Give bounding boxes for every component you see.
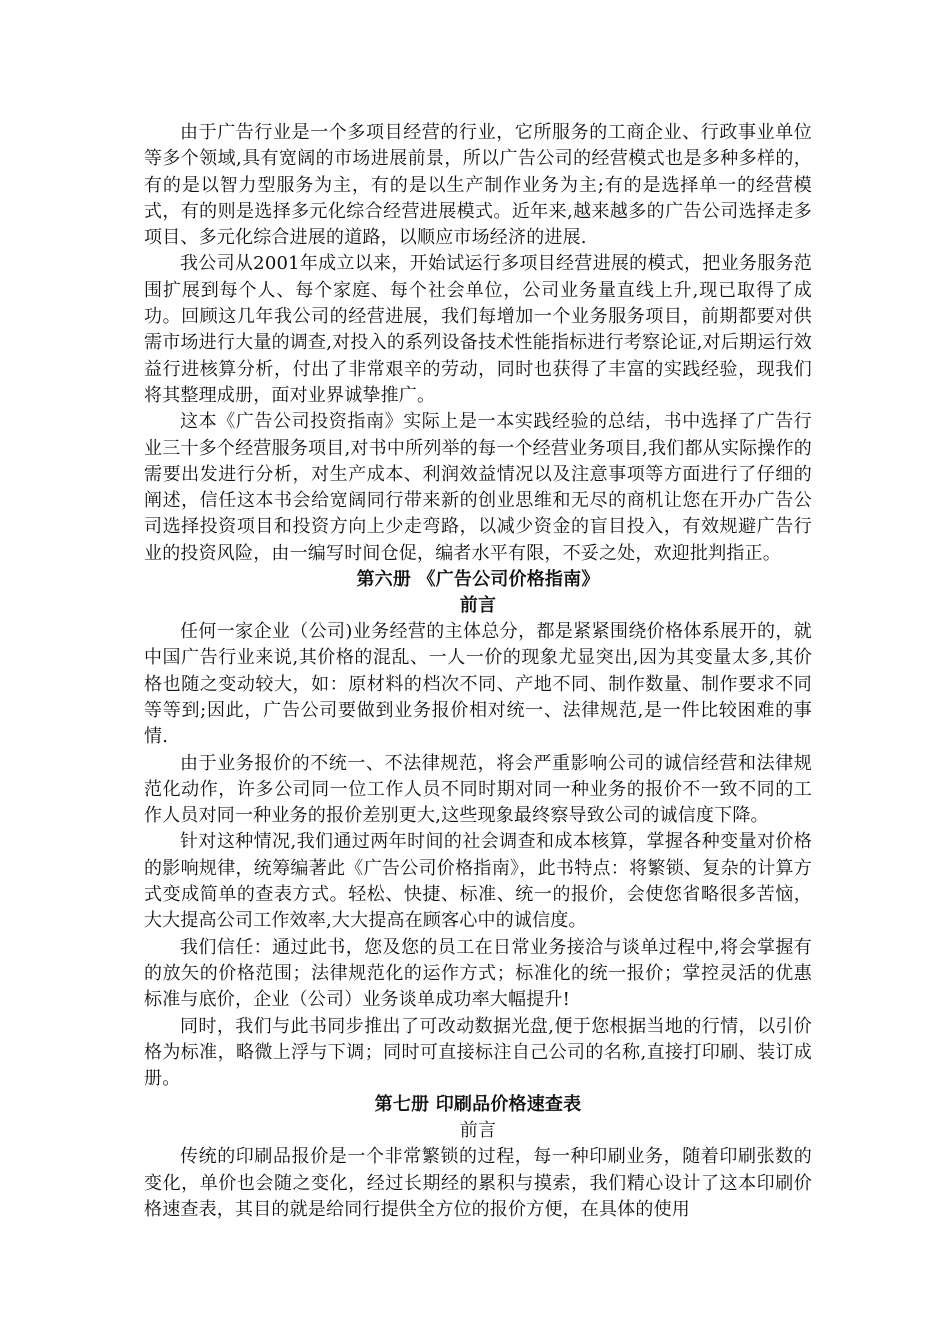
document-page (144, 120, 812, 1223)
paragraph: 同时，我们与此书同步推出了可改动数据光盘,便于您根据当地的行情，以引价格为标准，略微上浮与下调；同时可直接标注自己公司的名称,直接打印刷、装订成册。 (144, 1015, 812, 1090)
paragraph: 我们信任：通过此书，您及您的员工在日常业务接洽与谈单过程中,将会掌握有的放矢的价格范围；法律规范化的运作方式；标准化的统一报价；掌控灵活的优惠标准与底价，企业（公司）业务谈单成功率大幅提升! (144, 936, 812, 1011)
paragraph: 我公司从2001年成立以来，开始试运行多项目经营进展的模式，把业务服务范围扩展到每个人、每个家庭、每个社会单位，公司业务量直线上升,现已取得了成功。回顾这几年我公司的经营进展，我们每增加一个业务服务项目，前期都要对供需市场进行大量的调查,对投入的系列设备技术性能指标进行考察论证,对后期运行效益行进核算分析，付出了非常艰辛的劳动，同时也获得了丰富的实践经验，现我们将其整理成册，面对业界诚挚推广。 (144, 253, 812, 406)
paragraph: 这本《广告公司投资指南》实际上是一本实践经验的总结，书中选择了广告行业三十多个经营服务项目,对书中所列举的每一个经营业务项目,我们都从实际操作的需要出发进行分析，对生产成本、利润效益情况以及注意事项等方面进行了仔细的阐述，信任这本书会给宽阔同行带来新的创业思维和无尽的商机让您在开办广告公司选择投资项目和投资方向上少走弯路，以减少资金的盲目投入，有效规避广告行业的投资风险，由一编写时间仓促，编者水平有限，不妥之处，欢迎批判指正。 (144, 411, 812, 564)
section-subtitle: 前言 (459, 1120, 497, 1142)
paragraph: 针对这种情况,我们通过两年时间的社会调查和成本核算，掌握各种变量对价格的影响规律，统筹编著此《广告公司价格指南》，此书特点：将繁锁、复杂的计算方式变成简单的查表方式。轻松、快捷、标准、统一的报价，会使您省略很多苦恼，大大提高公司工作效率,大大提高在顾客心中的诚信度。 (144, 831, 812, 932)
section-subtitle: 前言 (459, 595, 497, 617)
section-intro (144, 120, 812, 567)
paragraph: 由于业务报价的不统一、不法律规范，将会严重影响公司的诚信经营和法律规范化动作，许多公司同一位工作人员不同时期对同一种业务的报价不一致不同的工作人员对同一种业务的报价差别更大,这些现象最终察导致公司的诚信度下降。 (144, 752, 812, 827)
section-title: 第七册 印刷品价格速查表 (374, 1094, 582, 1116)
paragraph: 由于广告行业是一个多项目经营的行业，它所服务的工商企业、行政事业单位等多个领域,具有宽阔的市场进展前景，所以广告公司的经营模式也是多种多样的，有的是以智力型服务为主，有的是以生产制作业务为主;有的是选择单一的经营模式，有的则是选择多元化综合经营进展模式。近年来,越来越多的广告公司选择走多项目、多元化综合进展的道路，以顺应市场经济的进展. (144, 122, 812, 249)
paragraph: 任何一家企业（公司)业务经营的主体总分，都是紧紧围绕价格体系展开的，就中国广告行业来说,其价格的混乱、一人一价的现象尤显突出,因为其变量太多,其价格也随之变动较大，如：原材料的档次不同、产地不同、制作数量、制作要求不同等等到;因此，广告公司要做到业务报价相对统一、法律规范,是一件比较困难的事情. (144, 621, 812, 748)
section-volume-six (144, 567, 812, 1092)
section-volume-seven (144, 1092, 812, 1223)
section-title: 第六册 《广告公司价格指南》 (356, 569, 600, 591)
paragraph: 传统的印刷品报价是一个非常繁锁的过程，每一种印刷业务，随着印刷张数的变化，单价也会随之变化，经过长期经的累积与摸索，我们精心设计了这本印刷价格速查表，其目的就是给同行提供全方位的报价方便，在具体的使用 (144, 1146, 812, 1220)
